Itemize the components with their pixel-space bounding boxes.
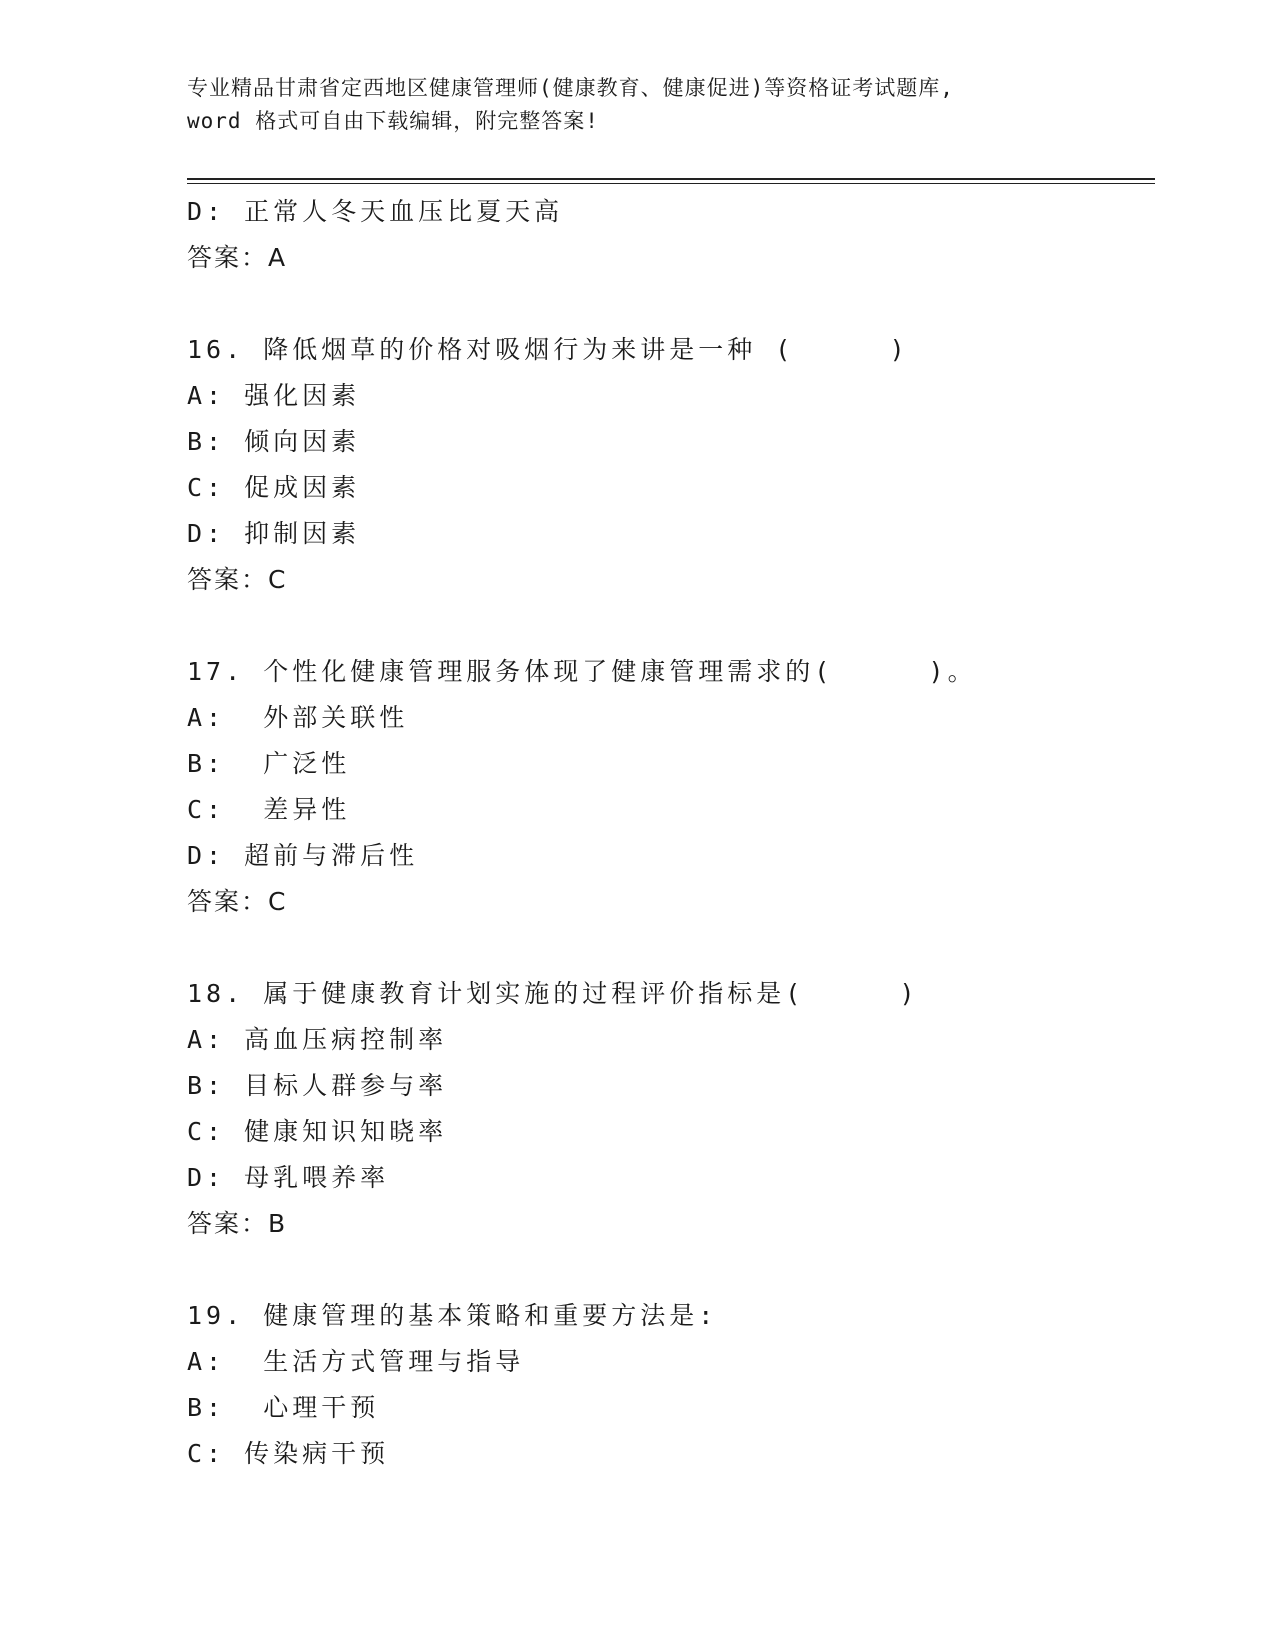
answer: 答案：B — [187, 1209, 288, 1238]
question-list — [187, 189, 1155, 1477]
option-b: B: 目标人群参与率 — [187, 1071, 448, 1100]
option-b: B: 倾向因素 — [187, 427, 361, 456]
option-d: D: 正常人冬天血压比夏天高 — [187, 197, 564, 226]
option-c: C: 健康知识知晓率 — [187, 1117, 448, 1146]
option-a: A: 强化因素 — [187, 381, 361, 410]
answer: 答案：A — [187, 243, 288, 272]
option-c: C: 差异性 — [187, 795, 351, 824]
option-a: A: 高血压病控制率 — [187, 1025, 448, 1054]
option-b: B: 心理干预 — [187, 1393, 380, 1422]
option-c: C: 传染病干预 — [187, 1439, 390, 1468]
spacer — [187, 281, 1155, 327]
question-stem-18: 18. 属于健康教育计划实施的过程评价指标是( ) — [187, 979, 919, 1008]
header-line-1: 专业精品甘肃省定西地区健康管理师(健康教育、健康促进)等资格证考试题库, — [187, 76, 954, 100]
option-a: A: 生活方式管理与指导 — [187, 1347, 525, 1376]
option-d: D: 超前与滞后性 — [187, 841, 419, 870]
answer: 答案：C — [187, 565, 288, 594]
option-a: A: 外部关联性 — [187, 703, 409, 732]
question-stem-16: 16. 降低烟草的价格对吸烟行为来讲是一种 ( ) — [187, 335, 909, 364]
option-d: D: 抑制因素 — [187, 519, 361, 548]
spacer — [187, 603, 1155, 649]
document-header — [187, 72, 1087, 138]
question-stem-17: 17. 个性化健康管理服务体现了健康管理需求的( )。 — [187, 657, 977, 686]
option-d: D: 母乳喂养率 — [187, 1163, 390, 1192]
header-divider-thin — [187, 183, 1155, 184]
header-line-2: word 格式可自由下载编辑，附完整答案! — [187, 109, 599, 133]
option-b: B: 广泛性 — [187, 749, 351, 778]
question-stem-19: 19. 健康管理的基本策略和重要方法是: — [187, 1301, 718, 1330]
answer: 答案：C — [187, 887, 288, 916]
header-divider-thick — [187, 178, 1155, 180]
option-c: C: 促成因素 — [187, 473, 361, 502]
spacer — [187, 925, 1155, 971]
spacer — [187, 1247, 1155, 1293]
